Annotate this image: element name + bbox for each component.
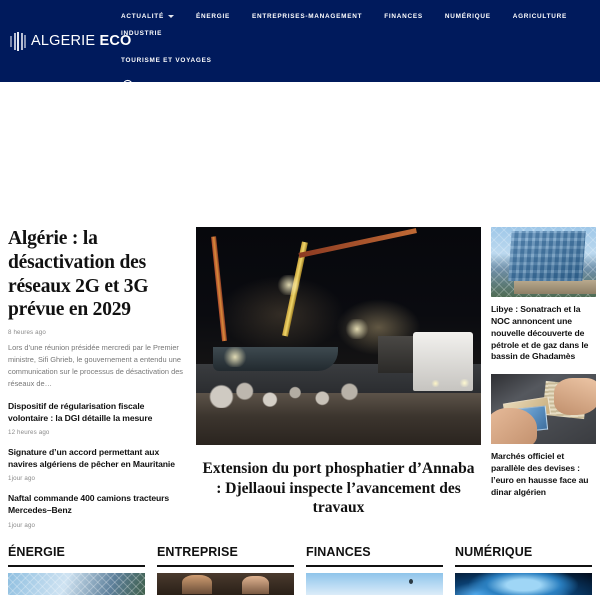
category-column-energie	[8, 545, 145, 595]
nav-item-label: INDUSTRIE	[121, 30, 163, 37]
hero-article-image[interactable]	[196, 227, 481, 445]
chevron-down-icon	[168, 15, 174, 18]
nav-item-energie[interactable]	[185, 8, 241, 25]
search-row	[110, 78, 600, 99]
nav-item-label: FINANCES	[384, 13, 423, 20]
category-divider	[306, 565, 443, 567]
category-divider	[8, 565, 145, 567]
category-column-numerique	[455, 545, 592, 595]
nav-item-label: AGRICULTURE	[512, 13, 568, 20]
list-item	[8, 447, 186, 482]
article-timestamp: 12 heures ago	[8, 429, 50, 437]
main-navigation	[110, 0, 600, 99]
article-title[interactable]: Signature d’un accord permettant aux navires algériens de pêcher en Mauritanie	[8, 447, 175, 469]
site-logo[interactable]	[0, 0, 132, 82]
category-thumbnail[interactable]	[306, 573, 443, 595]
category-thumbnail[interactable]	[455, 573, 592, 595]
nav-item-entreprises-management[interactable]	[241, 8, 373, 25]
list-item	[8, 401, 186, 436]
advertisement-placeholder	[0, 82, 600, 227]
nav-item-label: ACTUALITÉ	[121, 13, 164, 20]
category-divider	[157, 565, 294, 567]
logo-bars-icon	[10, 32, 26, 51]
lead-article-title[interactable]: Algérie : la désactivation des réseaux 2G et 3G prévue en 2029	[8, 228, 149, 321]
category-heading[interactable]: ÉNERGIE	[8, 544, 65, 559]
nav-item-actualite[interactable]	[110, 8, 185, 25]
nav-row-secondary	[110, 52, 600, 69]
nav-item-industrie[interactable]	[110, 25, 173, 42]
article-title[interactable]: Naftal commande 400 camions tracteurs Mercedes–Benz	[8, 493, 170, 516]
nav-item-label: TOURISME ET VOYAGES	[121, 57, 212, 64]
site-header	[0, 0, 600, 82]
list-item	[8, 493, 186, 528]
category-thumbnail[interactable]	[157, 573, 294, 595]
article-title[interactable]: Dispositif de régularisation fiscale volontaire : la DGI détaille la mesure	[8, 401, 153, 423]
category-heading[interactable]: ENTREPRISE	[157, 544, 238, 559]
article-thumbnail[interactable]	[491, 227, 596, 297]
category-column-finances	[306, 545, 443, 595]
category-heading[interactable]: FINANCES	[306, 544, 371, 559]
left-column	[8, 227, 186, 529]
nav-item-label: NUMÉRIQUE	[444, 13, 491, 20]
article-timestamp: 1jour ago	[8, 475, 36, 483]
lead-article-excerpt: Lors d’une réunion présidée mercredi par le Premier ministre, Sifi Ghrieb, le gouvernement a entendu une communication sur le processus de désactivation des réseaux de…	[8, 343, 184, 389]
article-title[interactable]: Marchés officiel et parallèle des devises : l’euro en hausse face au dinar algérien	[491, 451, 589, 497]
category-divider	[455, 565, 592, 567]
center-column	[196, 227, 481, 518]
nav-item-label: ENTREPRISES-MANAGEMENT	[251, 13, 363, 20]
article-title[interactable]: Libye : Sonatrach et la NOC annoncent une nouvelle découverte de pétrole et de gaz dans le bassin de Ghadamès	[491, 304, 589, 362]
nav-item-finances[interactable]	[373, 8, 434, 25]
article-thumbnail[interactable]	[491, 374, 596, 444]
right-column	[491, 227, 596, 510]
logo-text-light: ALGERIE	[31, 33, 96, 49]
lead-article-timestamp: 8 heures ago	[8, 329, 46, 337]
nav-row-primary	[110, 8, 600, 42]
logo-text-bold: ECO	[99, 33, 132, 49]
article-timestamp: 1jour ago	[8, 521, 36, 529]
main-content-grid	[0, 227, 600, 529]
nav-item-agriculture[interactable]	[502, 8, 578, 25]
category-strip	[0, 545, 600, 595]
nav-item-numerique[interactable]	[434, 8, 502, 25]
nav-item-tourisme-et-voyages[interactable]	[110, 52, 223, 69]
list-item	[491, 374, 596, 498]
category-heading[interactable]: NUMÉRIQUE	[455, 544, 533, 559]
category-thumbnail[interactable]	[8, 573, 145, 595]
hero-article-title[interactable]: Extension du port phosphatier d’Annaba : Djellaoui inspecte l’avancement des travaux	[202, 460, 475, 517]
list-item	[491, 227, 596, 363]
category-column-entreprise	[157, 545, 294, 595]
nav-item-label: ÉNERGIE	[195, 13, 230, 20]
search-icon[interactable]	[121, 78, 137, 94]
